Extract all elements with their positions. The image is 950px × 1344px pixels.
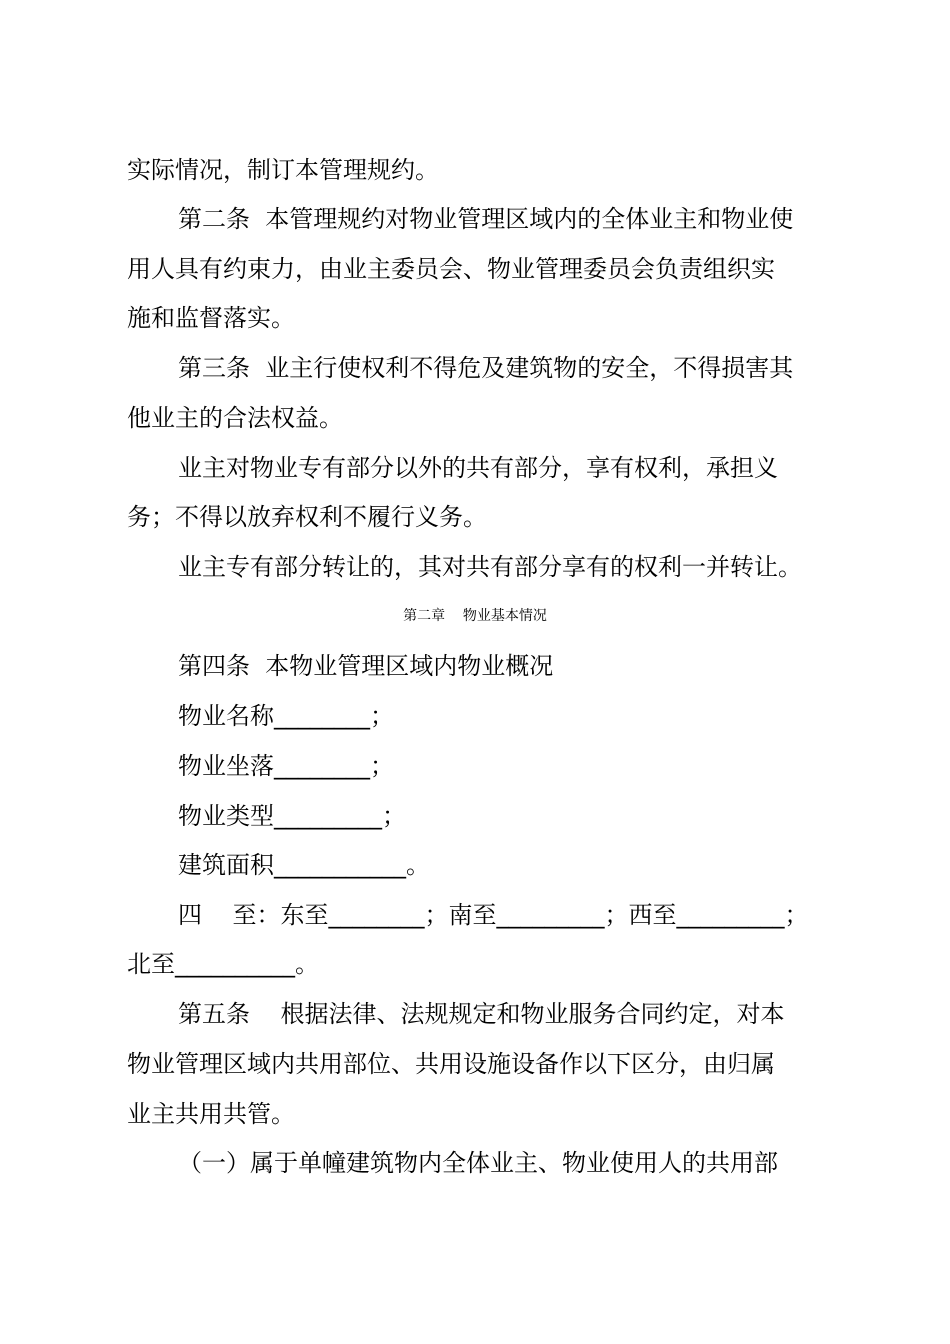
text-line: 业主共用共管。 [127,1100,295,1128]
text-line: 业主对物业专有部分以外的共有部分，享有权利，承担义 [178,454,778,482]
text-line: 务；不得以放弃权利不履行义务。 [127,503,487,531]
property-location-field: 物业坐落________； [178,752,394,780]
north-boundary-field: 北至__________。 [127,950,319,978]
chapter-2-title: 第二章 物业基本情况 [403,608,547,624]
text-line: 物业管理区域内共用部位、共用设施设备作以下区分，由归属 [127,1050,775,1078]
article-5-heading-line: 第五条 根据法律、法规规定和物业服务合同约定，对本 [178,1000,785,1028]
text-line: 用人具有约束力，由业主委员会、物业管理委员会负责组织实 [127,255,775,283]
property-type-field: 物业类型_________； [178,802,406,830]
text-line: 业主专有部分转让的，其对共有部分享有的权利一并转让。 [178,553,802,581]
text-line: 施和监督落实。 [127,304,295,332]
article-3-heading-line: 第三条 业主行使权利不得危及建筑物的安全，不得损害其 [178,354,794,382]
text-line: 实际情况，制订本管理规约。 [127,156,439,184]
building-area-field: 建筑面积___________。 [178,851,430,879]
article-2-heading-line: 第二条 本管理规约对物业管理区域内的全体业主和物业使 [178,205,794,233]
text-line: 他业主的合法权益。 [127,404,343,432]
property-name-field: 物业名称________； [178,702,394,730]
article-4-heading-line: 第四条 本物业管理区域内物业概况 [178,652,554,680]
item-1-line: （一）属于单幢建筑物内全体业主、物业使用人的共用部 [178,1149,778,1177]
boundaries-field: 四 至：东至________；南至_________；西至_________； [178,901,809,929]
